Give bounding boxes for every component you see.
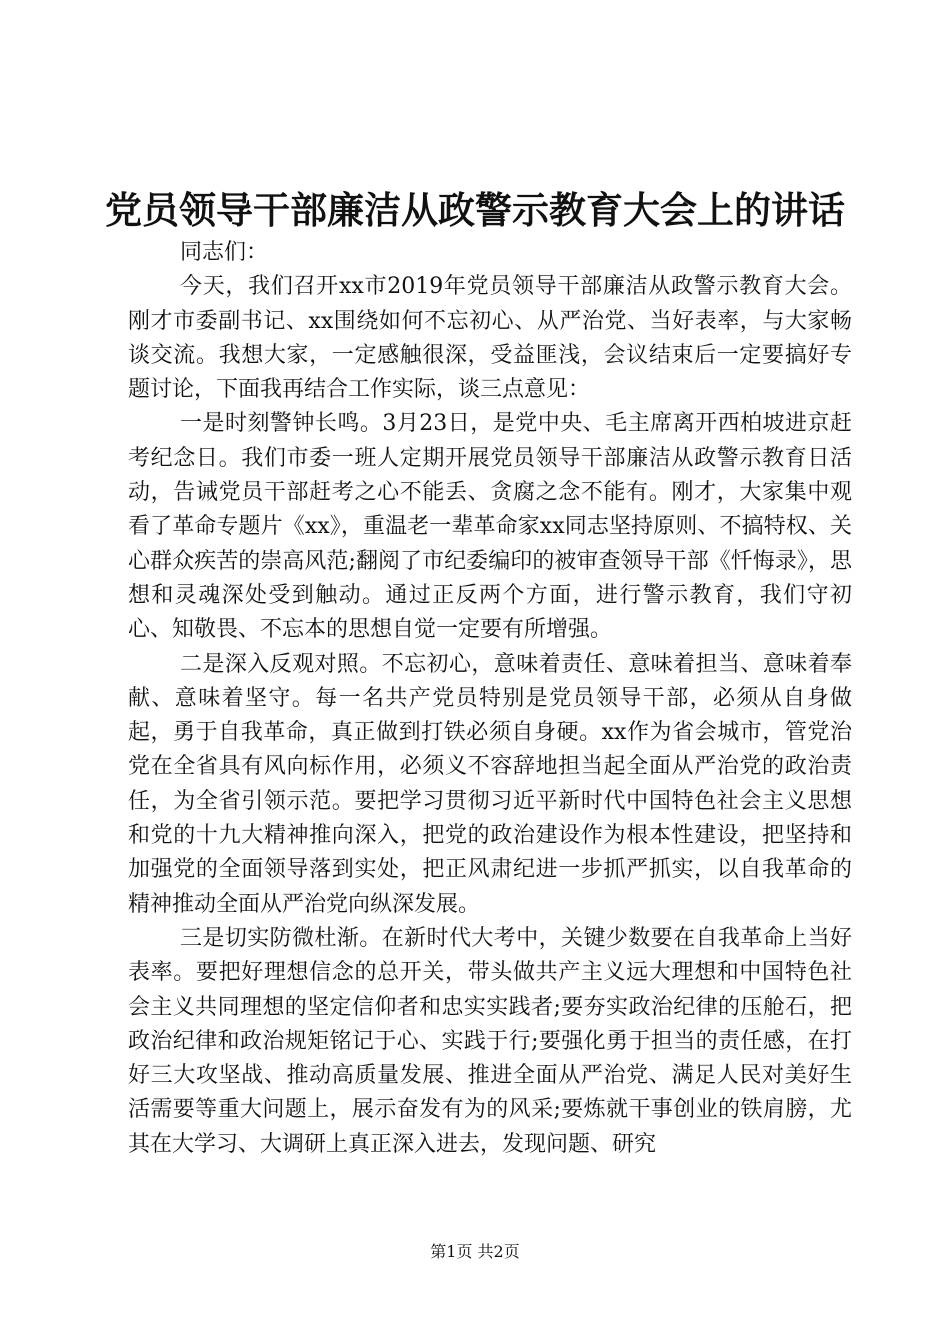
page-number-footer: 第1页 共2页 — [430, 1242, 520, 1261]
paragraph-intro: 今天，我们召开xx市2019年党员领导干部廉洁从政警示教育大会。刚才市委副书记、xx围绕如何不忘初心、从严治党、当好表率，与大家畅谈交流。我想大家，一定感触很深，受益匪浅，会议结束后一定要搞好专题讨论，下面我再结合工作实际，谈三点意见： — [128, 274, 852, 403]
document-title: 党员领导干部廉洁从政警示教育大会上的讲话 — [105, 188, 845, 232]
salutation: 同志们： — [180, 240, 269, 265]
document-body — [128, 236, 852, 1162]
paragraph-point-two: 二是深入反观对照。不忘初心，意味着责任、意味着担当、意味着奉献、意味着坚守。每一名共产党员特别是党员领导干部，必须从自身做起，勇于自我革命，真正做到打铁必须自身硬。xx作为省会城市，管党治党在全省具有风向标作用，必须义不容辞地担当起全面从严治党的政治责任，为全省引领示范。要把学习贯彻习近平新时代中国特色社会主义思想和党的十九大精神推向深入，把党的政治建设作为根本性建设，把坚持和加强党的全面领导落到实处，把正风肃纪进一步抓严抓实，以自我革命的精神推动全面从严治党向纵深发展。 — [128, 651, 852, 917]
paragraph-point-one: 一是时刻警钟长鸣。3月23日，是党中央、毛主席离开西柏坡进京赶考纪念日。我们市委一班人定期开展党员领导干部廉洁从政警示教育日活动，告诫党员干部赶考之心不能丢、贪腐之念不能有。刚才，大家集中观看了革命专题片《xx》，重温老一辈革命家xx同志坚持原则、不搞特权、关心群众疾苦的崇高风范;翻阅了市纪委编印的被审查领导干部《忏悔录》，思想和灵魂深处受到触动。通过正反两个方面，进行警示教育，我们守初心、知敬畏、不忘本的思想自觉一定要有所增强。 — [128, 411, 852, 643]
paragraph-point-three: 三是切实防微杜渐。在新时代大考中，关键少数要在自我革命上当好表率。要把好理想信念的总开关，带头做共产主义远大理想和中国特色社会主义共同理想的坚定信仰者和忠实实践者;要夯实政治纪律的压舱石，把政治纪律和政治规矩铭记于心、实践于行;要强化勇于担当的责任感，在打好三大攻坚战、推动高质量发展、推进全面从严治党、满足人民对美好生活需要等重大问题上，展示奋发有为的风采;要炼就干事创业的铁肩膀，尤其在大学习、大调研上真正深入进去，发现问题、研究 — [128, 925, 852, 1157]
